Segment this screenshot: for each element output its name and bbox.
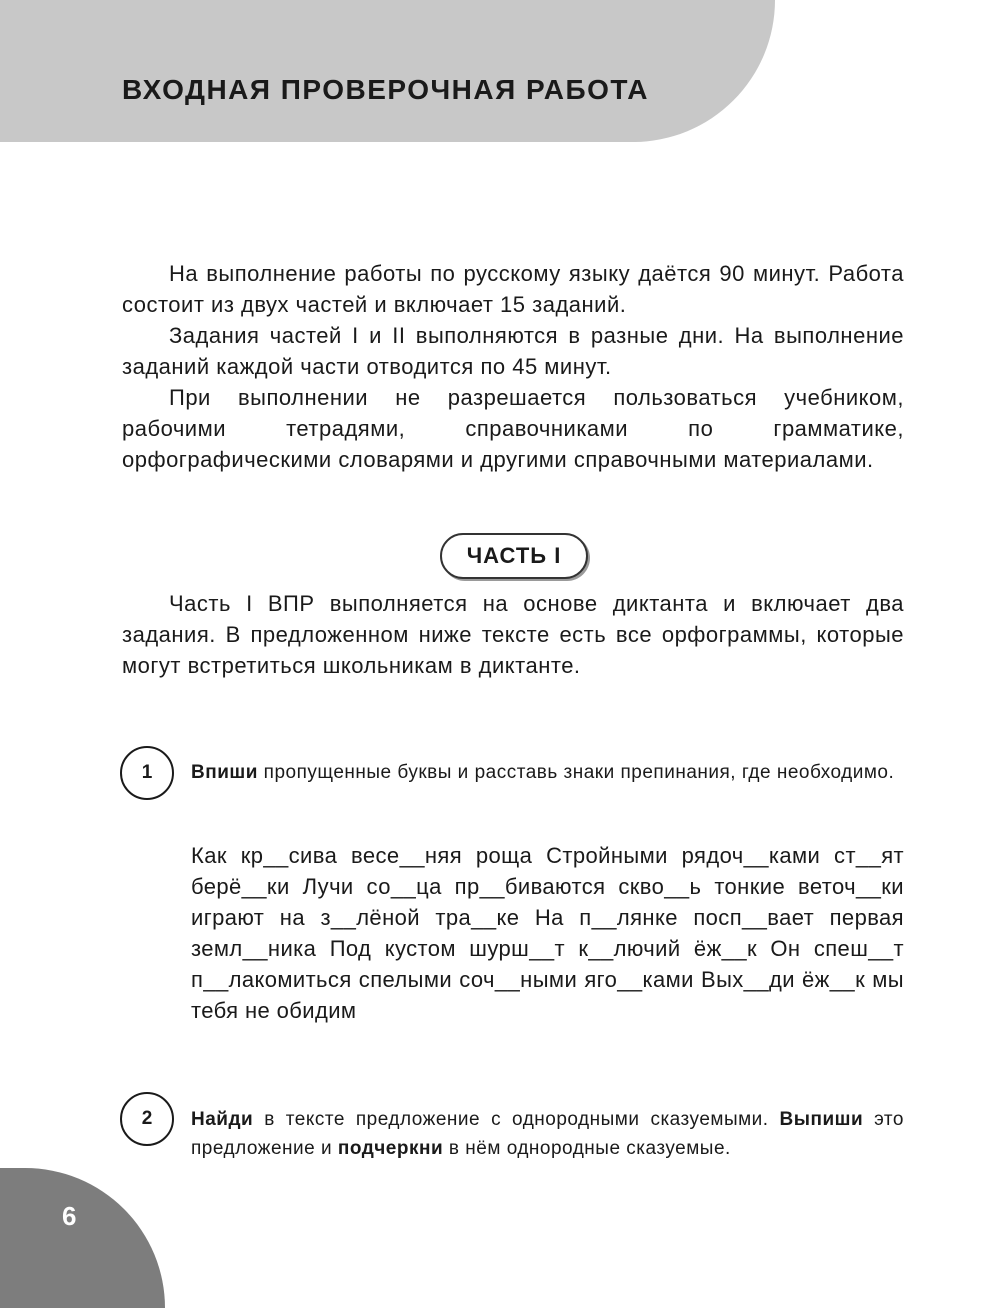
page-corner-tab [0,1168,165,1308]
task-2-text: в тексте предложение с однородными сказуемыми. [253,1109,780,1130]
task-2-verb-underline: подчеркни [337,1138,444,1159]
task-1-verb: Впиши [191,762,258,783]
intro-paragraph: Задания частей I и II выполняются в разные дни. На выполнение заданий каждой части отводится по 45 минут. [122,323,904,379]
part-description-section [122,588,904,681]
task-2-text: в нём однородные сказуемые. [443,1138,731,1159]
task-1-instruction [191,758,904,787]
header-band [0,0,775,142]
task-2-text: это предложение и [191,1109,904,1159]
page-title: ВХОДНАЯ ПРОВЕРОЧНАЯ РАБОТА [122,74,649,105]
intro-paragraph: На выполнение работы по русскому языку даётся 90 минут. Работа состоит из двух частей и включает 15 заданий. [122,261,904,317]
task-2-verb-write: Выпиши [779,1109,864,1130]
task-2-instruction [191,1105,904,1163]
part-description: Часть I ВПР выполняется на основе диктанта и включает два задания. В предложенном ниже тексте есть все орфограммы, которые могут встретиться школьникам в диктанте. [122,591,904,678]
task-number-badge: 2 [120,1092,174,1146]
dictation-text: Как кр__сива весе__няя роща Стройными рядоч__ками ст__ят берё__ки Лучи со__ца пр__биваются скво__ь тонкие веточ__ки играют на з__лёной тра__ке На п__лянке посп__вает первая земл__ника Под кустом шурш__т к__лючий ёж__к Он спеш__т п__лакомиться спелыми соч__ными яго__ками Вых__ди ёж__к мы тебя не обидим [191,843,904,1023]
task-1-instruction-text: пропущенные буквы и расставь знаки препинания, где необходимо. [257,762,895,783]
page-number: 6 [62,1201,77,1231]
task-number-badge: 1 [120,746,174,800]
intro-paragraph: При выполнении не разрешается пользоваться учебником, рабочими тетрадями, справочниками по грамматике, орфографическими словарями и другими справочными материалами. [122,385,904,472]
part-badge: ЧАСТЬ I [440,533,588,579]
dictation-text-block [191,840,904,1026]
intro-section [122,258,904,475]
task-2-verb-find: Найди [191,1109,254,1130]
